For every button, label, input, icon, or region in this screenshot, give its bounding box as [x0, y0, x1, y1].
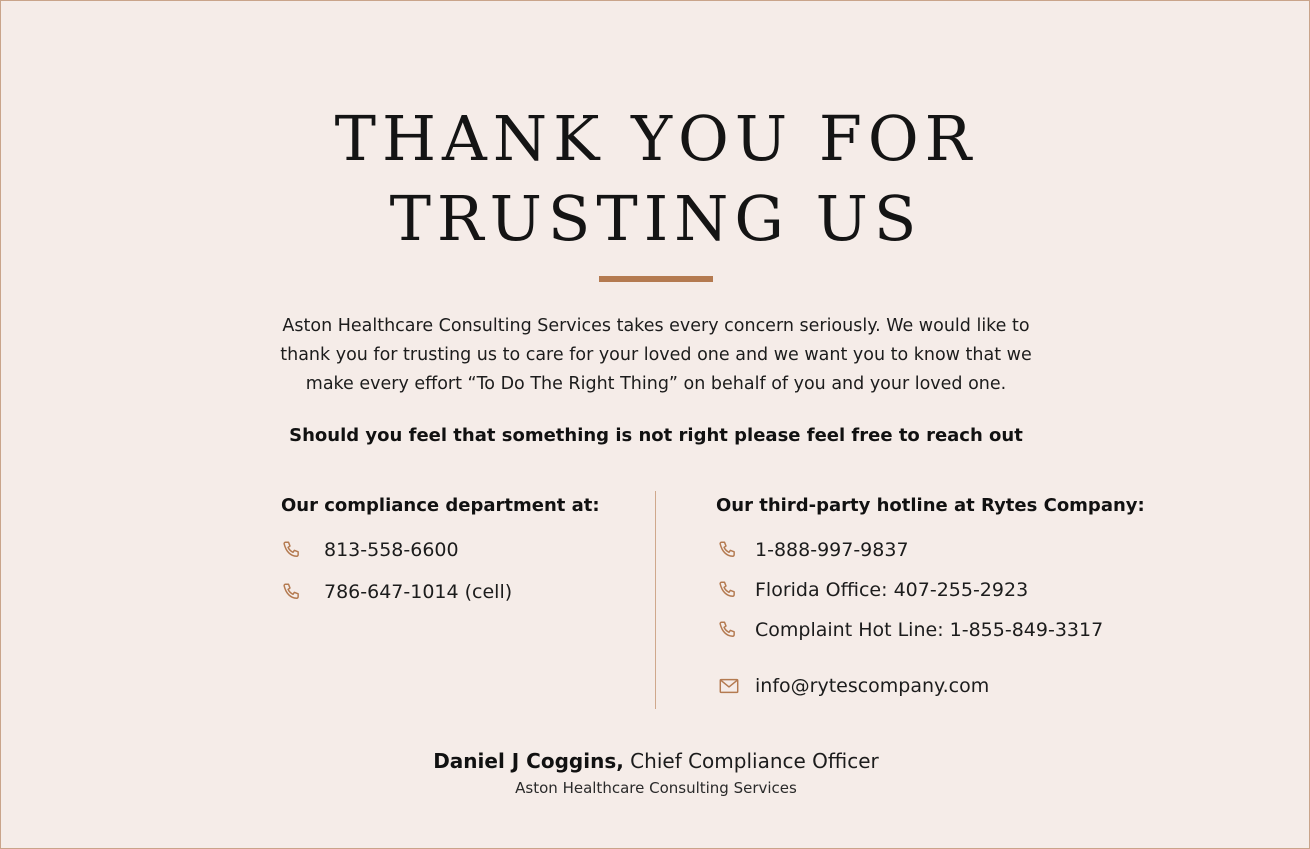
phone-icon — [717, 579, 739, 601]
signature-company: Aston Healthcare Consulting Services — [515, 779, 797, 797]
hotline-phone-1-text: 1-888-997-9837 — [755, 539, 909, 561]
hotline-phone-3[interactable] — [717, 616, 1103, 644]
intro-line-1: Aston Healthcare Consulting Services takes every concern seriously. We would like to — [282, 316, 1030, 336]
intro-line-2: thank you for trusting us to care for your loved one and we want you to know that we — [280, 345, 1032, 365]
hotline-email[interactable] — [718, 672, 989, 700]
hotline-phone-2-text: Florida Office: 407-255-2923 — [755, 579, 1029, 601]
title-line-1: THANK YOU FOR — [334, 102, 978, 175]
signature-role: Chief Compliance Officer — [623, 749, 879, 773]
reach-out-statement: Should you feel that something is not right please feel free to reach out — [289, 425, 1023, 446]
column-divider — [655, 491, 656, 709]
hotline-phone-2[interactable] — [717, 576, 1028, 604]
phone-icon — [717, 619, 739, 641]
mail-icon — [718, 675, 740, 697]
compliance-heading: Our compliance department at: — [281, 495, 600, 516]
phone-icon — [717, 539, 739, 561]
hotline-email-text: info@rytescompany.com — [755, 675, 990, 697]
compliance-phone-1[interactable] — [281, 536, 459, 564]
phone-icon — [281, 581, 303, 603]
signature-line — [1, 746, 1310, 776]
compliance-phone-2-text: 786-647-1014 (cell) — [324, 581, 513, 603]
compliance-phone-1-text: 813-558-6600 — [324, 539, 459, 561]
phone-icon — [281, 539, 303, 561]
hotline-phone-1[interactable] — [717, 536, 909, 564]
hotline-phone-3-text: Complaint Hot Line: 1-855-849-3317 — [755, 619, 1104, 641]
hotline-heading: Our third-party hotline at Rytes Company: — [716, 495, 1145, 516]
compliance-phone-2[interactable] — [281, 578, 512, 606]
accent-divider — [599, 276, 713, 282]
title-line-2: TRUSTING US — [389, 182, 923, 255]
intro-line-3: make every effort “To Do The Right Thing” on behalf of you and your loved one. — [305, 374, 1007, 394]
signature-name: Daniel J Coggins, — [433, 749, 624, 773]
intro-paragraph — [231, 312, 1081, 399]
